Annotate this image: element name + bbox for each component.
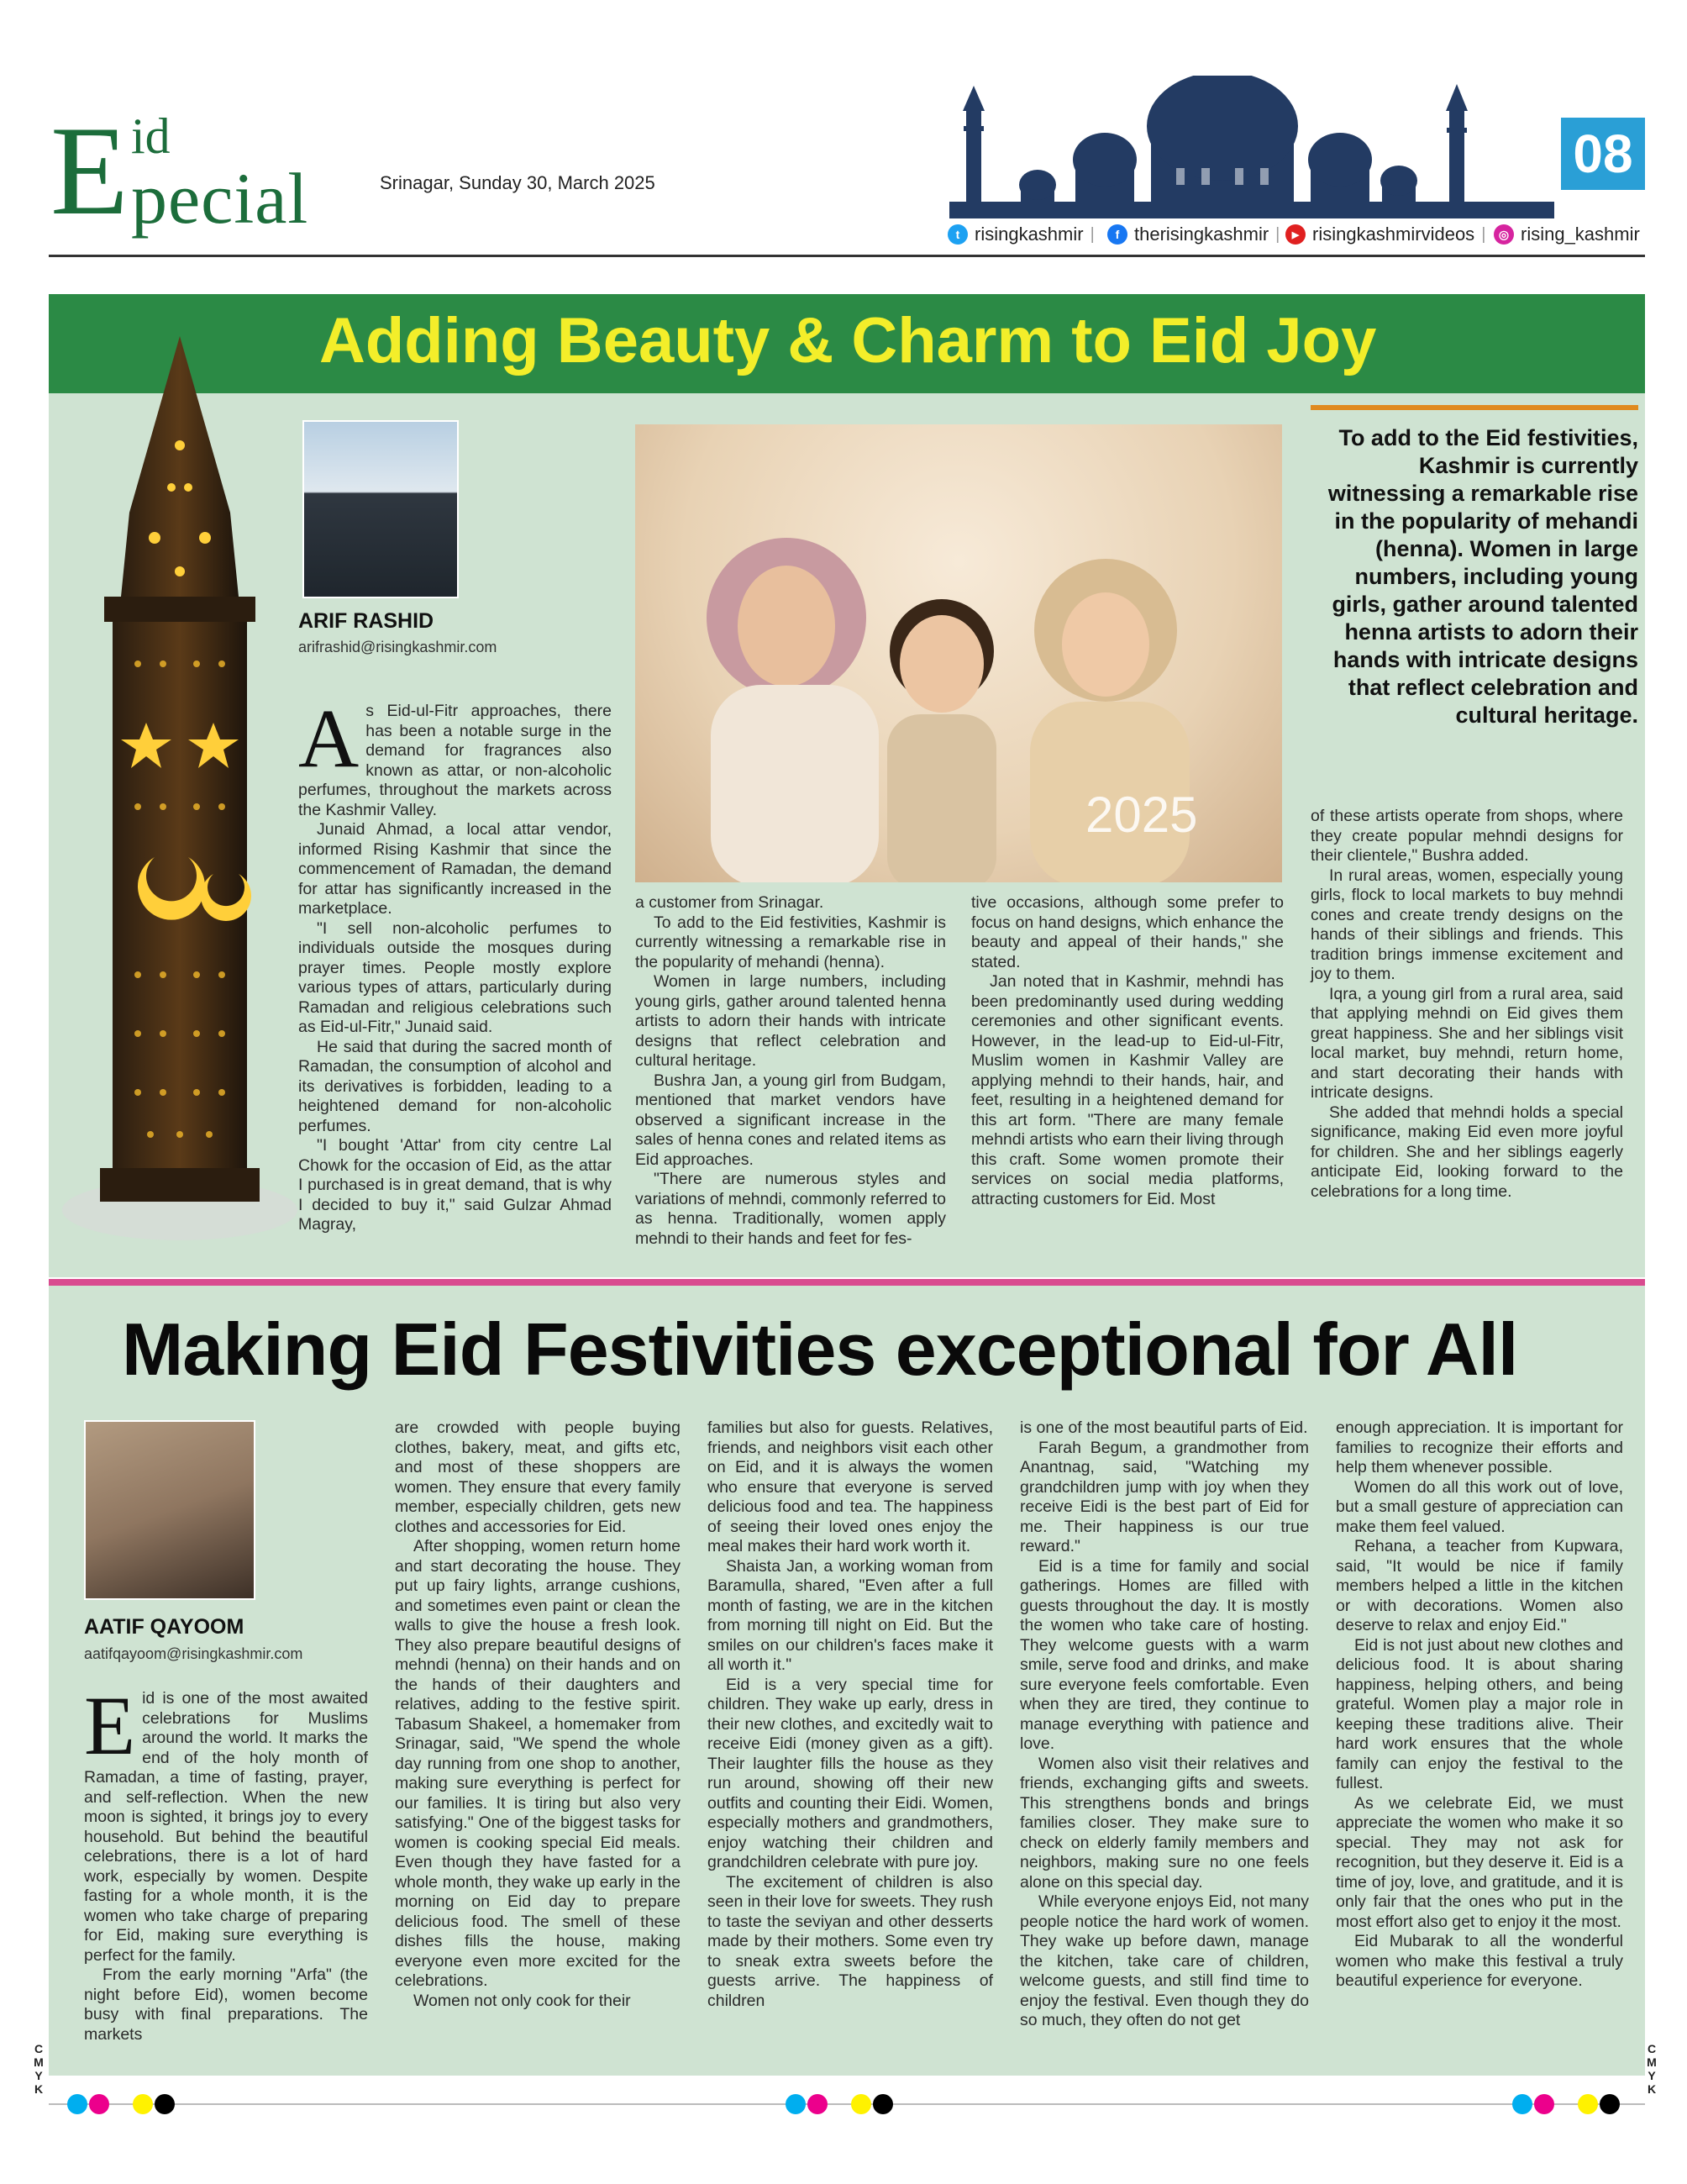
article1-column-1: [298, 692, 612, 1235]
cmyk-letter: C: [1647, 2042, 1657, 2055]
paragraph: Eid Mubarak to all the wonderful women who make this festival a truly beautiful experience for everyone.: [1336, 1932, 1623, 1990]
paragraph: are crowded with people buying clothes, bakery, meat, and gifts etc, and most of these shoppers are women. They ensure that every family member, especially children, gets new clothes and accessories for Eid.: [395, 1418, 681, 1536]
article2-column-4: [1020, 1418, 1309, 2031]
social-twitter[interactable]: [948, 224, 1095, 245]
paragraph: Bushra Jan, a young girl from Budgam, mentioned that market vendors have observed a significant increase in the sales of henna cones and related items as Eid approaches.: [635, 1071, 946, 1169]
paragraph: tive occasions, although some prefer to focus on hand designs, which enhance the beauty and appeal of their hands," she stated.: [971, 893, 1284, 971]
logo-small-bottom: pecial: [131, 158, 309, 239]
yellow-dot: [1578, 2094, 1598, 2114]
cyan-dot: [1512, 2094, 1532, 2114]
cmyk-letter: Y: [34, 2069, 43, 2082]
paragraph: Eid is a time for family and social gatherings. Homes are filled with guests throughout the day. It is mostly the women who take care of hosting. They welcome guests with a warm smile, serve food and drinks, and make sure everyone feels comfortable. Even when they are tired, they continue to manage everything with patience and love.: [1020, 1556, 1309, 1753]
paragraph: families but also for guests. Relatives, friends, and neighbors visit each other on Eid, and it is always the women who ensure that everyone is served delicious food and tea. The happiness of seeing their loved ones enjoy the meal makes their hard work worth it.: [707, 1418, 993, 1555]
logo-big-letter: E: [50, 100, 129, 241]
photo-watermark: 2025: [1085, 787, 1198, 843]
facebook-icon: f: [1107, 224, 1127, 245]
cyan-dot: [786, 2094, 806, 2114]
pull-quote-rule: [1311, 405, 1638, 410]
instagram-icon: ◎: [1494, 224, 1514, 245]
article1-column-2: [635, 893, 946, 1249]
magenta-dot: [1534, 2094, 1554, 2114]
youtube-icon: ▶: [1285, 224, 1306, 245]
black-dot: [1600, 2094, 1620, 2114]
lantern-illustration: [54, 319, 306, 1252]
paragraph: Women also visit their relatives and friends, exchanging gifts and sweets. This strengthens bonds and brings families closer. They make sure to check on elderly family members and neighbors, making sure no one feels alone on this special day.: [1020, 1754, 1309, 1892]
divider: |: [1275, 224, 1280, 244]
cyan-dot: [67, 2094, 87, 2114]
social-instagram[interactable]: [1494, 224, 1640, 245]
paragraph: As we celebrate Eid, we must appreciate the women who make it so special. They may not ask for recognition, but they deserve it. Eid is a time of joy, love, and gratitude, and it is only fair that the ones who put in the most effort also get to enjoy it the most.: [1336, 1793, 1623, 1931]
paragraph: He said that during the sacred month of Ramadan, the consumption of alcohol and its derivatives is forbidden, leading to a heightened demand for non-alcoholic perfumes.: [298, 1037, 612, 1135]
paragraph: Women do all this work out of love, but a small gesture of appreciation can make them feel valued.: [1336, 1477, 1623, 1536]
paragraph: id is one of the most awaited celebrations for Muslims around the world. It marks the end of the holy month of Ramadan, a time of fasting, prayer, and self-reflection. When the new moon is sighted, it brings joy to every household. But behind the beautiful celebrations, there is a lot of hard work, especially by women. Despite fasting for a whole month, it is the women who take charge of preparing for Eid, making sure everything is perfect for the family.: [84, 1689, 368, 1965]
black-dot: [155, 2094, 175, 2114]
cmyk-letter: K: [1647, 2082, 1657, 2096]
paragraph: Eid is a very special time for children. They wake up early, dress in their new clothes, and excitedly wait to receive Eidi (money given as a gift). Their laughter fills the house as they run around, showing off their new outfits and counting their Eidi. Women, especially mothers and grandmothers, enjoy watching their children and grandchildren celebrate with pure joy.: [707, 1675, 993, 1871]
cmyk-letter: Y: [1648, 2069, 1656, 2082]
paragraph: is one of the most beautiful parts of Eid.: [1020, 1418, 1308, 1437]
paragraph: Iqra, a young girl from a rural area, said that applying mehndi on Eid gives them great happiness. She and her siblings visit local market, buy mehndi, return home, and start decorating their hands with intricate designs.: [1311, 984, 1623, 1102]
paragraph: of these artists operate from shops, where they create popular mehndi designs for their clientele," Bushra added.: [1311, 807, 1623, 865]
paragraph: "There are numerous styles and variations of mehndi, commonly referred to as henna. Traditionally, women apply mehndi to their hands and feet for fes-: [635, 1170, 946, 1248]
paragraph: Rehana, a teacher from Kupwara, said, "It would be nice if family members helped a little in the kitchen or with decorations. Women also deserve to relax and enjoy Eid.": [1336, 1537, 1623, 1634]
paragraph: Shaista Jan, a working woman from Baramulla, shared, "Even after a full month of fasting, we are in the kitchen from morning till night on Eid. But the smiles on our children's faces make it all worth it.": [707, 1556, 993, 1674]
masthead-rule: [49, 255, 1645, 257]
cmyk-letter: C: [34, 2042, 44, 2055]
paragraph: enough appreciation. It is important for families to recognize their efforts and help them whenever possible.: [1336, 1418, 1623, 1476]
article2-column-3: [707, 1418, 993, 2011]
author-photo: [302, 420, 459, 598]
cmyk-label-right: [1645, 2042, 1658, 2096]
social-handle: rising_kashmir: [1521, 224, 1640, 245]
paragraph: In rural areas, women, especially young girls, flock to local markets to buy mehndi cones and create trendy designs on the hands of their siblings and friends. This tradition brings immense excitement and joy to them.: [1311, 866, 1623, 983]
logo-small-top: id: [131, 108, 171, 164]
paragraph: Eid is not just about new clothes and delicious food. It is about sharing happiness, helping others, and being grateful. Women play a major role in keeping these traditions alive. Their hard work ensures that the whole family can enjoy the festival to the fullest.: [1336, 1635, 1623, 1792]
paragraph: While everyone enjoys Eid, not many people notice the hard work of women. They wake up before dawn, manage the kitchen, take care of children, welcome guests, and still find time to enjoy the festival. Even though they do so much, they often do not get: [1020, 1892, 1309, 2029]
dropcap: E: [84, 1679, 136, 1772]
author-name: ARIF RASHID: [298, 609, 434, 633]
social-handle: risingkashmirvideos: [1312, 224, 1475, 245]
magenta-dot: [807, 2094, 828, 2114]
divider: |: [1090, 224, 1095, 244]
author-email: aatifqayoom@risingkashmir.com: [84, 1645, 303, 1662]
divider: |: [1481, 224, 1486, 244]
paragraph: Farah Begum, a grandmother from Anantnag, said, "Watching my grandchildren jump with joy when they receive Eidi is the best part of Eid for me. Their happiness is our true reward.": [1020, 1438, 1309, 1555]
paragraph: Jan noted that in Kashmir, mehndi has been predominantly used during wedding ceremonies and other significant events. However, in the lead-up to Eid-ul-Fitr, Muslim women in Kashmir Valley are applying mehndi to their hands, hair, and feet, resulting in a heightened demand for this art form. "There are many female mehndi artists who earn their living through this craft. Some women promote their services on social media platforms, attracting customers for Eid. Most: [971, 972, 1284, 1208]
paragraph: "I sell non-alcoholic perfumes to individuals outside the mosques during prayer times. People mostly explore various types of attars, particularly during Ramadan and religious celebrations such as Eid-ul-Fitr," Junaid said.: [298, 918, 612, 1036]
yellow-dot: [851, 2094, 871, 2114]
paragraph: Women in large numbers, including young girls, gather around talented henna artists to adorn their hands with intricate designs that reflect celebration and cultural heritage.: [635, 972, 946, 1070]
article1-column-3: [971, 893, 1284, 1209]
article2-column-5: [1336, 1418, 1623, 1992]
paragraph: After shopping, women return home and start decorating the house. They put up fairy lights, arrange cushions, and sometimes even paint or clean the walls to give the house a fresh look. They also prepare beautiful designs of mehndi (henna) on their hands and on the hands of their daughters and relatives, adding to the festive spirit. Tabasum Shakeel, a homemaker from Srinagar, said, "We spend the whole day running from one shop to another, making sure everything is perfect for our families. It is tiring but also very satisfying." One of the biggest tasks for women is cooking special Eid meals. Even though they have fasted for a whole month, they wake up early in the morning on Eid day to prepare delicious food. The smell of these dishes fills the house, making everyone even more excited for the celebrations.: [395, 1537, 681, 1990]
paragraph: From the early morning "Arfa" (the night before Eid), women become busy with final preparations. The markets: [84, 1966, 368, 2044]
social-handle: therisingkashmir: [1134, 224, 1269, 245]
twitter-icon: t: [948, 224, 968, 245]
section-logo: [50, 100, 353, 241]
cmyk-letter: M: [1647, 2055, 1657, 2069]
article2-column-2: [395, 1418, 681, 2011]
pull-quote: To add to the Eid festivities, Kashmir is currently witnessing a remarkable rise in the popularity of mehandi (henna). Women in large numbers, including young girls, gather around talented henna artists to adorn their hands with intricate designs that reflect celebration and cultural heritage.: [1327, 425, 1638, 728]
paragraph: "I bought 'Attar' from city centre Lal Chowk for the occasion of Eid, as the attar I purchased is in great demand, that is why I decided to buy it," said Gulzar Ahmad Magray,: [298, 1136, 612, 1234]
paragraph: Women not only cook for their: [413, 1991, 631, 2010]
paragraph: To add to the Eid festivities, Kashmir is currently witnessing a remarkable rise in the popularity of mehandi (henna).: [635, 913, 946, 971]
color-swatches-center: [786, 2094, 895, 2116]
paragraph: Junaid Ahmad, a local attar vendor, informed Rising Kashmir that since the commencement of Ramadan, the demand for attar has significantly increased in the marketplace.: [298, 820, 612, 918]
magenta-dot: [89, 2094, 109, 2114]
color-swatches-right: [1512, 2094, 1621, 2116]
author-photo: [84, 1420, 255, 1600]
mosque-skyline-illustration: [949, 76, 1554, 218]
social-handle: risingkashmir: [975, 224, 1084, 245]
article1-headline: Adding Beauty & Charm to Eid Joy: [319, 305, 1377, 376]
article2-headline: Making Eid Festivities exceptional for All: [122, 1308, 1518, 1391]
color-swatches-left: [67, 2094, 176, 2116]
dropcap: A: [298, 692, 360, 785]
social-facebook[interactable]: [1107, 224, 1280, 245]
social-youtube[interactable]: [1285, 224, 1485, 245]
page-number: 08: [1561, 118, 1645, 190]
author-name: AATIF QAYOOM: [84, 1615, 244, 1639]
paragraph: s Eid-ul-Fitr approaches, there has been a notable surge in the demand for fragrances also known as attar, or non-alcoholic perfumes, throughout the markets across the Kashmir Valley.: [298, 702, 612, 819]
paragraph: She added that mehndi holds a special significance, making Eid even more joyful for children. She and her siblings eagerly anticipate Eid, looking forward to the celebrations for a long time.: [1311, 1103, 1623, 1201]
article1-column-4: [1311, 807, 1623, 1202]
paragraph: The excitement of children is also seen in their love for sweets. They rush to taste the seviyan and other desserts made by their mothers. Some even try to sneak extra sweets before the guests arrive. The happiness of children: [707, 1872, 993, 2010]
cmyk-letter: K: [34, 2082, 44, 2096]
cmyk-letter: M: [34, 2055, 44, 2069]
yellow-dot: [133, 2094, 153, 2114]
cmyk-label-left: [32, 2042, 45, 2096]
paragraph: a customer from Srinagar.: [635, 893, 824, 912]
dateline: Srinagar, Sunday 30, March 2025: [380, 172, 655, 193]
article2-column-1: [84, 1679, 368, 2045]
section-divider: [49, 1279, 1645, 1286]
black-dot: [873, 2094, 893, 2114]
author-email: arifrashid@risingkashmir.com: [298, 639, 497, 655]
